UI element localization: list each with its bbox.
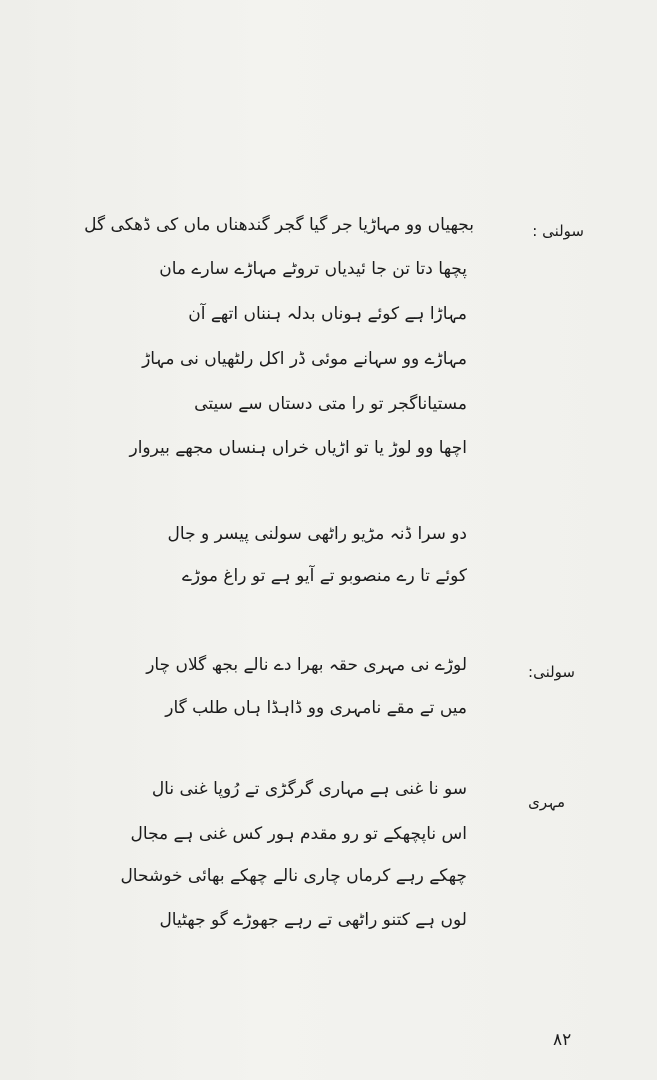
verse-line: میں تے مقے نامہری وو ڈاہڈا ہاں طلب گار <box>165 698 467 718</box>
verse-line: دو سرا ڈنہ مڑیو راٹھی سولنی پیسر و جال <box>167 524 467 544</box>
verse-line: مہاڑا ہے کوئے ہوناں بدلہ ہنناں اتھے آن <box>188 304 467 324</box>
verse-line: مہاڑے وو سہانے موئی ڈر اکل رلٹھیاں نی مہاڑ <box>142 349 467 369</box>
verse-line: چھکے رہے کرماں چاری نالے چھکے بھائی خوشحال <box>120 866 467 886</box>
verse-line: بجھیاں وو مہاڑیا جر گیا گجر گندھناں ماں کی ڈھکی گل <box>84 215 474 235</box>
verse-line: پچھا دتا تن جا ئیدیاں تروٹے مہاڑے سارے مان <box>159 259 467 279</box>
speaker-label: سولنی : <box>532 222 584 240</box>
verse-line: لوں ہے کتنو راٹھی تے رہے جھوڑے گو جھٹیال <box>159 910 467 930</box>
verse-line: سو نا غنی ہے مہاری گرگڑی تے رُوپا غنی نال <box>151 779 467 799</box>
verse-line: کوئے تا رے منصوبو تے آیو ہے تو راغ موڑے <box>181 566 467 586</box>
page-number: ۸۲ <box>553 1030 572 1050</box>
speaker-label: مہری <box>528 793 565 811</box>
verse-line: لوڑے نی مہری حقہ بھرا دے نالے بجھ گلاں چار <box>146 655 467 675</box>
verse-line: اچھا وو لوڑ یا تو اڑیاں خراں ہنساں مجھے بیروار <box>129 438 467 458</box>
verse-line: مستیاناگجر تو را متی دستاں سے سیتی <box>194 394 467 414</box>
verse-line: اس ناپچھکے تو رو مقدم ہور کس غنی ہے مجال <box>130 824 467 844</box>
speaker-label: سولنی: <box>528 663 575 681</box>
